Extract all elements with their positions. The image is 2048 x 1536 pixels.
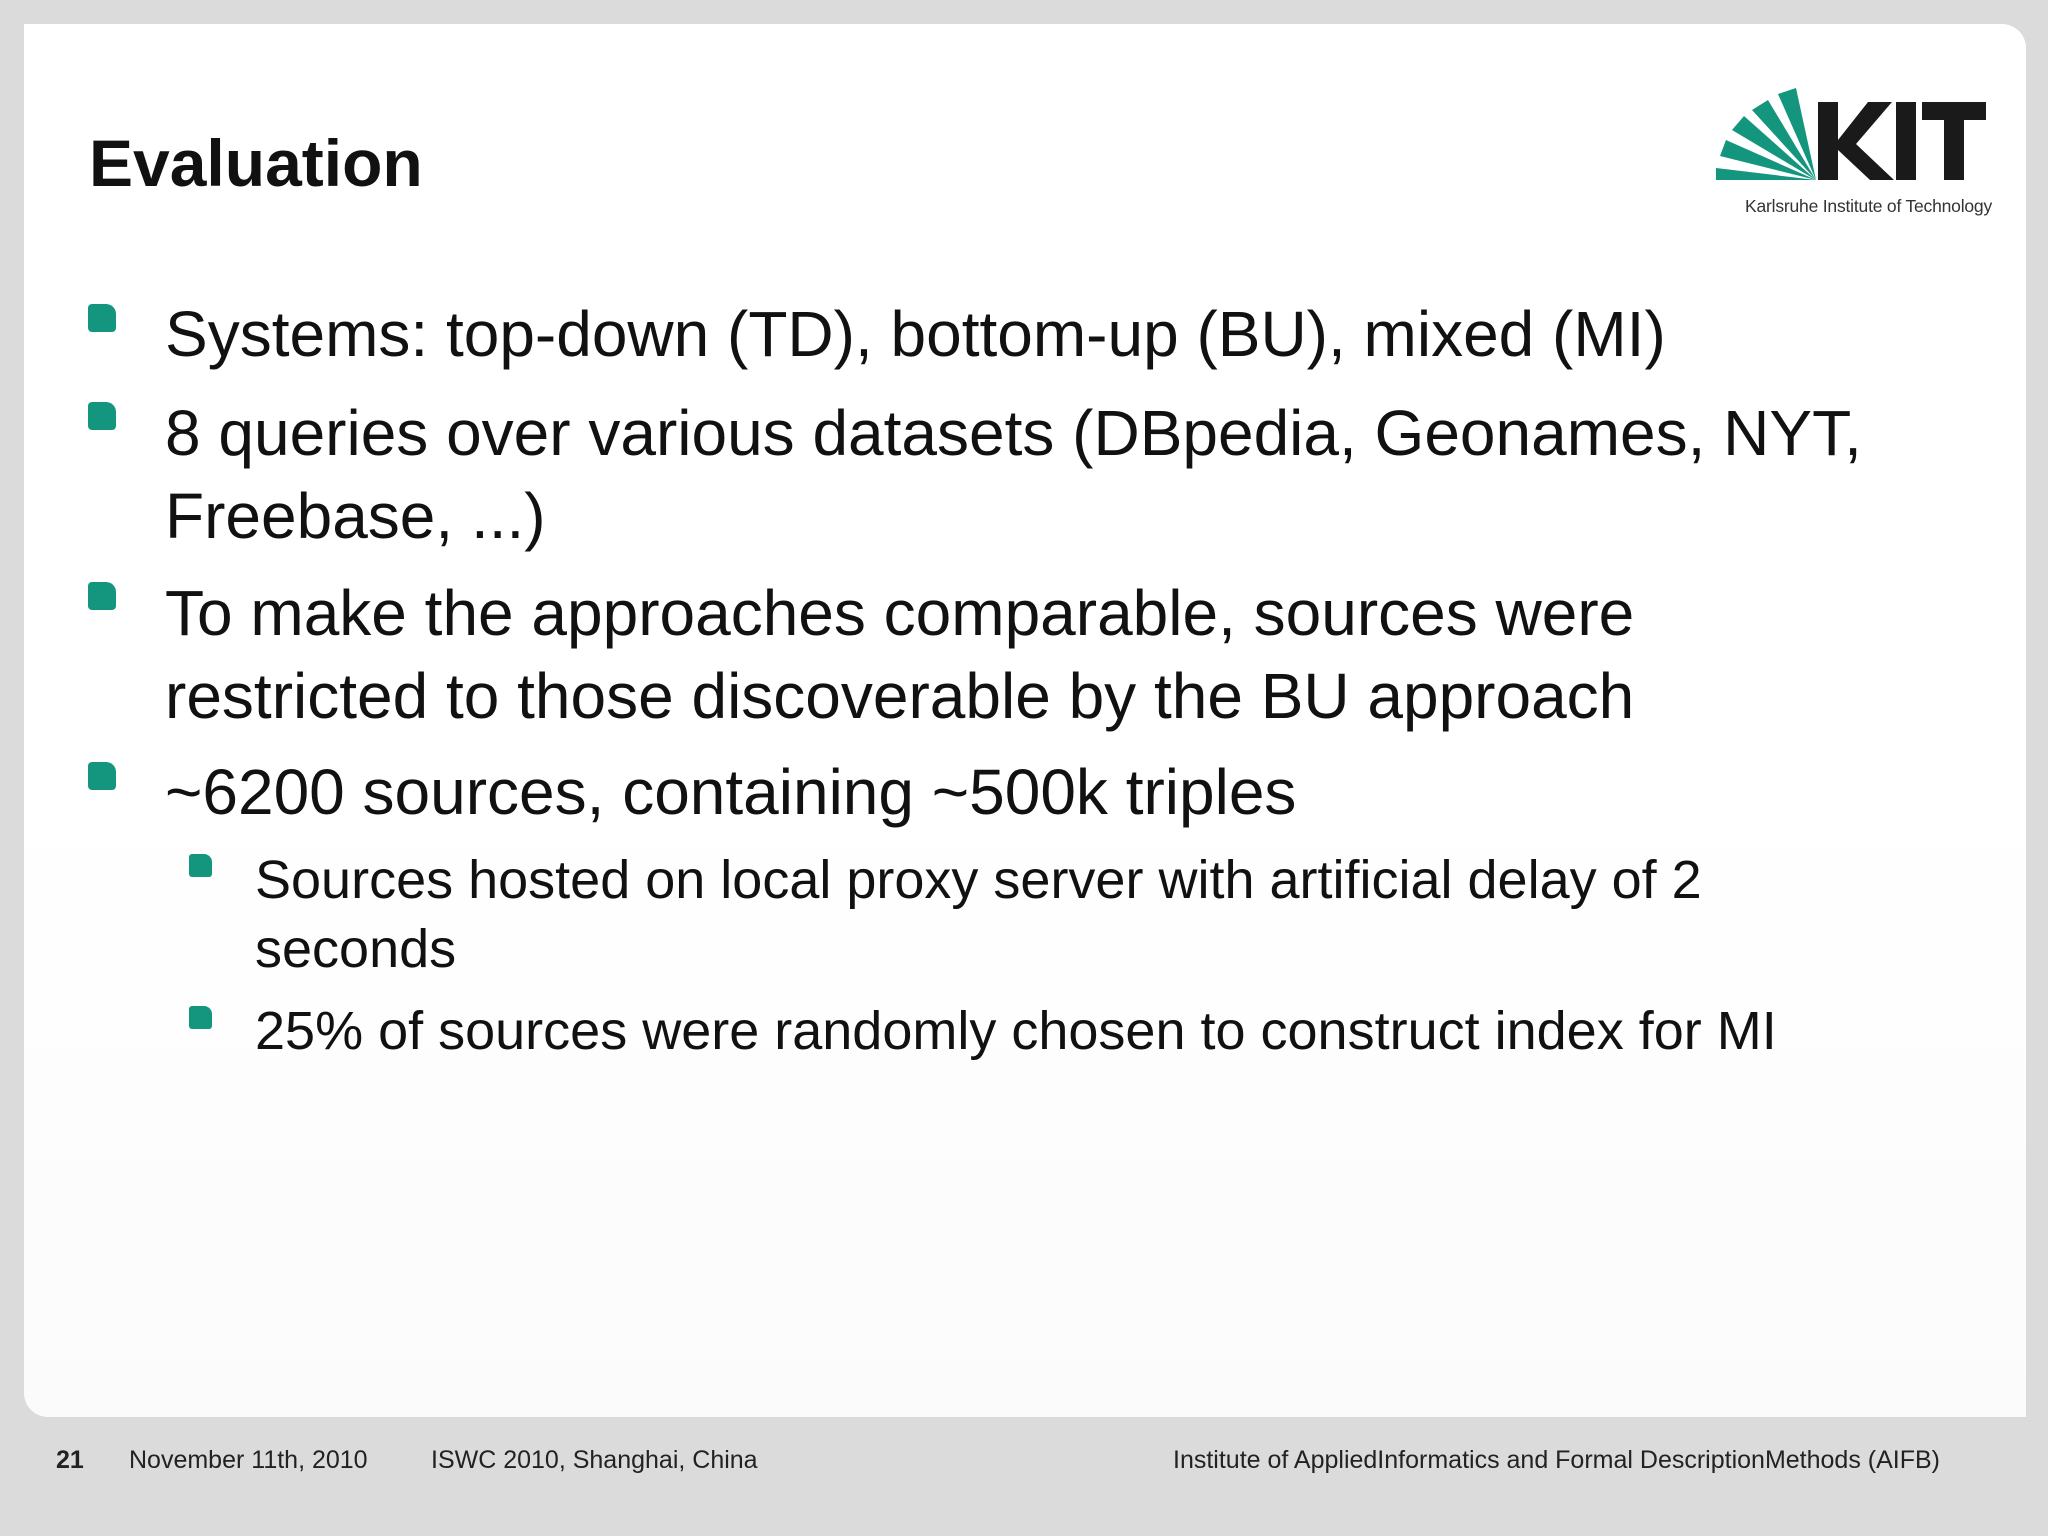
bullet-text: 8 queries over various datasets (DBpedia, Geonames, NYT, Freebase, ...): [165, 397, 1862, 552]
kit-wordmark-icon: [1818, 102, 1986, 180]
kit-logo-subtitle: Karlsruhe Institute of Technology: [1745, 196, 1992, 216]
bullet-marker: [88, 582, 116, 610]
sub-bullet-marker: [189, 1006, 212, 1029]
bullet-text: To make the approaches comparable, sources were restricted to those discoverable by the BU approach: [165, 577, 1635, 732]
kit-logo: [1716, 74, 1992, 224]
sub-bullet-text: Sources hosted on local proxy server with artificial delay of 2 seconds: [255, 850, 1702, 979]
bullet-text: Systems: top-down (TD), bottom-up (BU), mixed (MI): [165, 298, 1666, 370]
page-number: 21: [56, 1446, 84, 1474]
bullet-text: ~6200 sources, containing ~500k triples: [165, 756, 1297, 828]
bullet-marker: [88, 762, 116, 790]
kit-logo-graphic: [1716, 74, 1992, 194]
footer-date: November 11th, 2010: [129, 1446, 368, 1474]
slide: [24, 24, 2026, 1417]
sub-bullet-marker: [189, 854, 212, 877]
sub-bullet-text: 25% of sources were randomly chosen to construct index for MI: [255, 1001, 1777, 1061]
footer-event: ISWC 2010, Shanghai, China: [431, 1446, 758, 1474]
footer-institute: Institute of AppliedInformatics and Formal DescriptionMethods (AIFB): [1173, 1446, 1940, 1474]
bullet-marker: [88, 402, 116, 430]
bullet-marker: [88, 304, 116, 332]
slide-title: Evaluation: [89, 126, 423, 200]
kit-fan-icon: [1716, 88, 1816, 180]
